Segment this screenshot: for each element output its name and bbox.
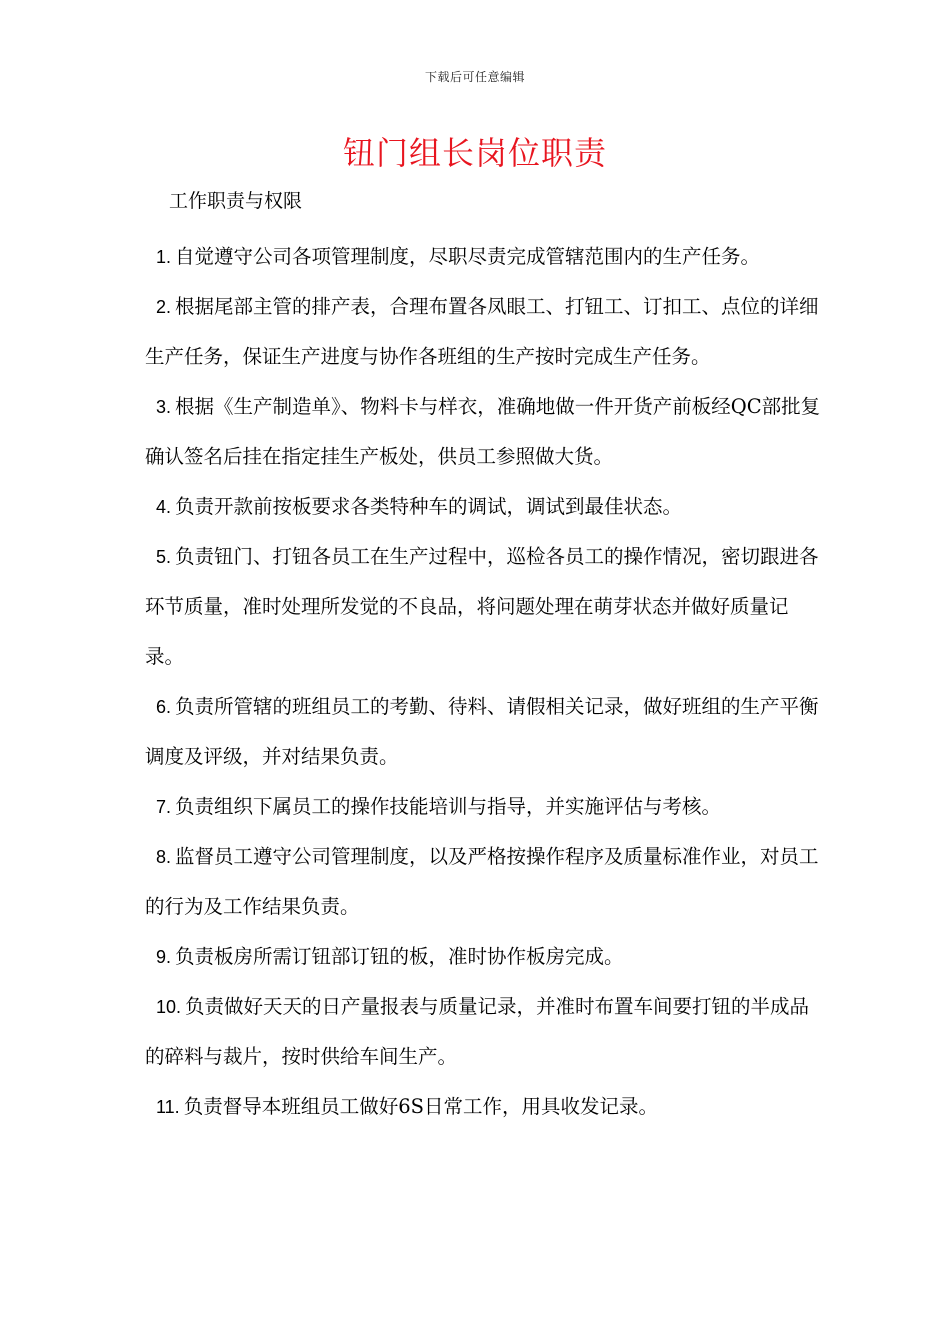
document-body bbox=[145, 182, 825, 1132]
item-number: 8. bbox=[156, 847, 172, 867]
list-item bbox=[145, 782, 825, 832]
item-number: 11. bbox=[156, 1097, 180, 1117]
list-item bbox=[145, 232, 825, 282]
item-text: 负责开款前按板要求各类特种车的调试，调试到最佳状态。 bbox=[175, 495, 683, 518]
item-number: 5. bbox=[156, 547, 172, 567]
list-item bbox=[145, 832, 825, 932]
item-number: 9. bbox=[156, 947, 172, 967]
list-item bbox=[145, 1082, 825, 1132]
item-text: 负责板房所需订钮部订钮的板，准时协作板房完成。 bbox=[175, 945, 624, 968]
list-item bbox=[145, 682, 825, 782]
item-number: 10. bbox=[156, 997, 182, 1017]
item-text: 负责所管辖的班组员工的考勤、待料、请假相关记录，做好班组的生产平衡调度及评级，并对结果负责。 bbox=[145, 695, 819, 768]
list-item bbox=[145, 932, 825, 982]
item-number: 1. bbox=[156, 247, 172, 267]
item-text: 负责做好天天的日产量报表与质量记录，并准时布置车间要打钮的半成品的碎料与裁片，按时供给车间生产。 bbox=[145, 995, 810, 1068]
list-item bbox=[145, 382, 825, 482]
list-item bbox=[145, 282, 825, 382]
list-item bbox=[145, 982, 825, 1082]
item-text: 负责组织下属员工的操作技能培训与指导，并实施评估与考核。 bbox=[175, 795, 722, 818]
item-text: 监督员工遵守公司管理制度，以及严格按操作程序及质量标准作业，对员工的行为及工作结果负责。 bbox=[145, 845, 819, 918]
item-number: 3. bbox=[156, 397, 172, 417]
item-number: 7. bbox=[156, 797, 172, 817]
item-text: 根据《生产制造单》、物料卡与样衣，准确地做一件开货产前板经QC部批复确认签名后挂在指定挂生产板处，供员工参照做大货。 bbox=[145, 395, 821, 468]
item-text: 负责钮门、打钮各员工在生产过程中，巡检各员工的操作情况，密切跟进各环节质量，准时处理所发觉的不良品，将问题处理在萌芽状态并做好质量记录。 bbox=[145, 545, 819, 668]
item-text: 负责督导本班组员工做好6S日常工作，用具收发记录。 bbox=[183, 1095, 658, 1118]
section-heading: 工作职责与权限 bbox=[169, 190, 303, 212]
document-title: 钮门组长岗位职责 bbox=[342, 134, 607, 172]
list-item bbox=[145, 482, 825, 532]
item-number: 4. bbox=[156, 497, 172, 517]
list-item bbox=[145, 532, 825, 682]
item-text: 自觉遵守公司各项管理制度，尽职尽责完成管辖范围内的生产任务。 bbox=[175, 245, 761, 268]
header-note: 下载后可任意编辑 bbox=[424, 70, 525, 84]
item-number: 2. bbox=[156, 297, 172, 317]
item-number: 6. bbox=[156, 697, 172, 717]
item-text: 根据尾部主管的排产表，合理布置各凤眼工、打钮工、订扣工、点位的详细生产任务，保证生产进度与协作各班组的生产按时完成生产任务。 bbox=[145, 295, 819, 368]
